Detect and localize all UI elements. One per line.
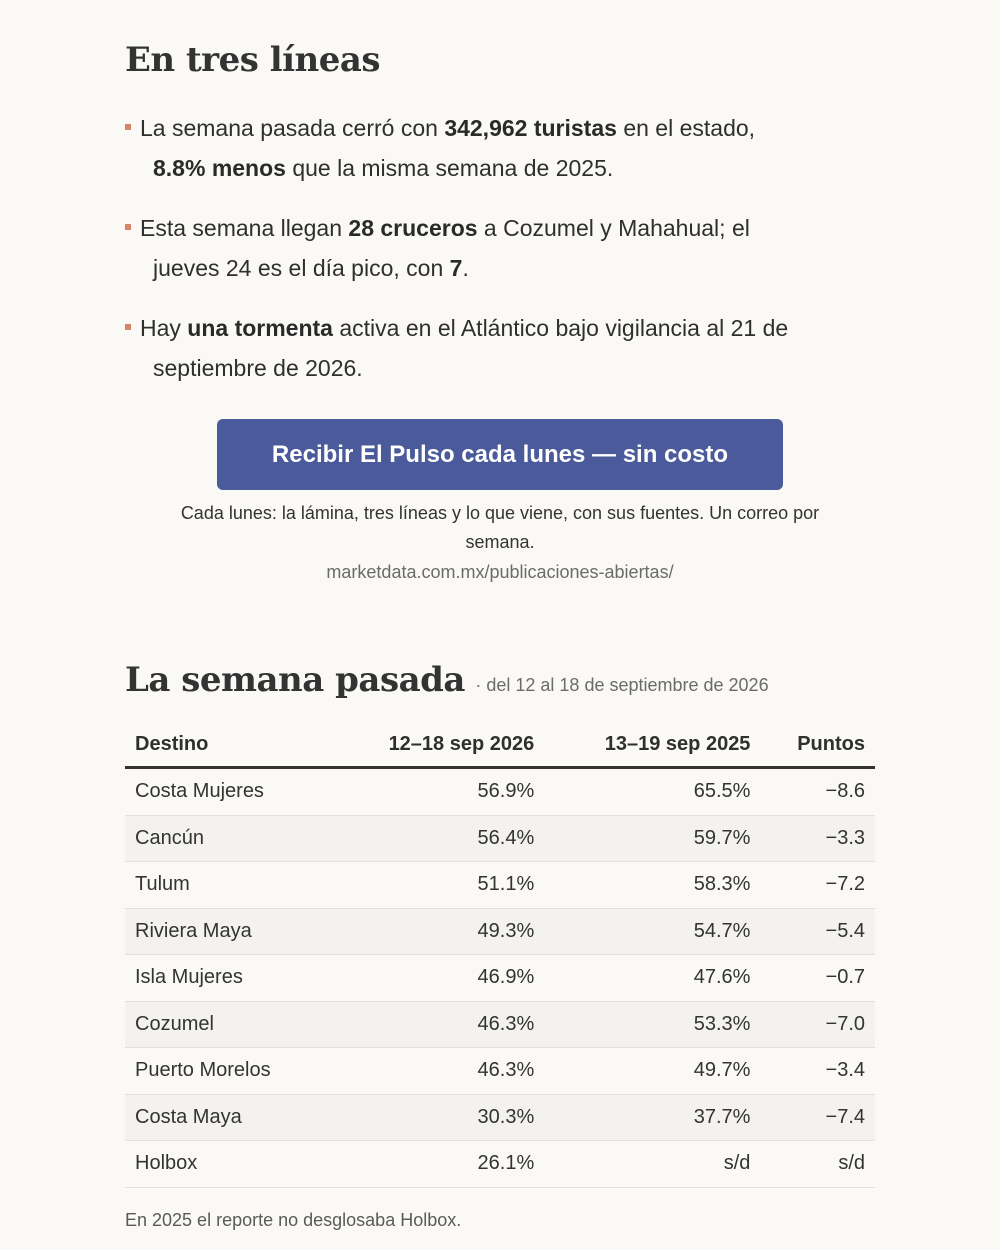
cell-2026: 49.3% <box>328 908 544 955</box>
table-row <box>125 908 875 955</box>
cell-puntos: −5.4 <box>760 908 875 955</box>
cell-2025: 47.6% <box>544 955 760 1002</box>
highlight-text: 342,962 turistas <box>444 115 617 141</box>
table-row <box>125 1001 875 1048</box>
cell-puntos: −0.7 <box>760 955 875 1002</box>
bullet-marker-icon <box>125 124 131 130</box>
cell-puntos: −3.3 <box>760 815 875 862</box>
cell-puntos: s/d <box>760 1141 875 1188</box>
line-text: a Cozumel y Mahahual; el <box>477 215 750 241</box>
cell-destino: Tulum <box>125 862 328 909</box>
summary-line <box>125 308 875 388</box>
cell-destino: Holbox <box>125 1141 328 1188</box>
line-text: jueves 24 es el día pico, con <box>153 255 450 281</box>
summary-line-text <box>153 148 875 188</box>
highlight-text: una tormenta <box>187 315 333 341</box>
cell-destino: Costa Maya <box>125 1094 328 1141</box>
cell-2026: 26.1% <box>328 1141 544 1188</box>
column-header-puntos: Puntos <box>760 722 875 768</box>
column-header-2026: 12–18 sep 2026 <box>328 722 544 768</box>
table-row <box>125 1141 875 1188</box>
summary-line-text <box>140 308 875 348</box>
line-text: que la misma semana de 2025. <box>285 155 614 181</box>
cell-2025: 59.7% <box>544 815 760 862</box>
subscribe-button[interactable]: Recibir El Pulso cada lunes — sin costo <box>217 419 783 490</box>
tres-lineas-heading: En tres líneas <box>125 40 381 80</box>
line-text: en el estado, <box>616 115 756 141</box>
table-body <box>125 768 875 1188</box>
semana-date-range: · del 12 al 18 de septiembre de 2026 <box>475 675 769 695</box>
bullet-marker-icon <box>125 224 131 230</box>
table-row <box>125 768 875 816</box>
subscribe-note: Cada lunes: la lámina, tres líneas y lo que viene, con sus fuentes. Un correo por semana. <box>180 503 820 552</box>
line-text: Hay <box>140 315 188 341</box>
bullet-marker-icon <box>125 324 131 330</box>
summary-line-text <box>140 108 875 148</box>
cell-destino: Puerto Morelos <box>125 1048 328 1095</box>
cell-2026: 46.9% <box>328 955 544 1002</box>
cell-puntos: −7.4 <box>760 1094 875 1141</box>
cell-destino: Isla Mujeres <box>125 955 328 1002</box>
cell-2026: 56.4% <box>328 815 544 862</box>
table-row <box>125 955 875 1002</box>
table-row <box>125 1094 875 1141</box>
table-row <box>125 862 875 909</box>
table-row <box>125 815 875 862</box>
line-text: septiembre de 2026. <box>153 355 363 381</box>
table-row <box>125 1048 875 1095</box>
cell-2025: 65.5% <box>544 768 760 816</box>
highlight-text: 7 <box>449 255 463 281</box>
cell-puntos: −8.6 <box>760 768 875 816</box>
cell-puntos: −7.2 <box>760 862 875 909</box>
summary-line-text <box>140 208 875 248</box>
cell-2026: 30.3% <box>328 1094 544 1141</box>
summary-line <box>125 108 875 188</box>
summary-line <box>125 208 875 288</box>
table-footnote: En 2025 el reporte no desglosaba Holbox. <box>125 1210 462 1230</box>
cell-2025: 58.3% <box>544 862 760 909</box>
occupancy-table <box>125 722 875 1188</box>
line-text: La semana pasada cerró con <box>140 115 445 141</box>
cell-2025: 49.7% <box>544 1048 760 1095</box>
cell-2025: 54.7% <box>544 908 760 955</box>
semana-heading: La semana pasada <box>125 660 465 700</box>
cell-puntos: −7.0 <box>760 1001 875 1048</box>
cell-puntos: −3.4 <box>760 1048 875 1095</box>
cell-destino: Costa Mujeres <box>125 768 328 816</box>
cell-2026: 46.3% <box>328 1001 544 1048</box>
summary-line-text <box>153 248 875 288</box>
cell-destino: Riviera Maya <box>125 908 328 955</box>
cell-destino: Cancún <box>125 815 328 862</box>
publications-link[interactable]: marketdata.com.mx/publicaciones-abiertas/ <box>326 562 674 582</box>
column-header-destino: Destino <box>125 722 328 768</box>
table-header-row <box>125 722 875 768</box>
highlight-text: 28 cruceros <box>348 215 478 241</box>
semana-header <box>125 660 769 700</box>
cell-2025: 37.7% <box>544 1094 760 1141</box>
cell-2026: 51.1% <box>328 862 544 909</box>
cell-destino: Cozumel <box>125 1001 328 1048</box>
line-text: activa en el Atlántico bajo vigilancia al 21 de <box>332 315 789 341</box>
line-text: Esta semana llegan <box>140 215 349 241</box>
summary-line-text <box>153 348 875 388</box>
cell-2026: 46.3% <box>328 1048 544 1095</box>
cell-2026: 56.9% <box>328 768 544 816</box>
tres-lineas-list <box>125 108 875 408</box>
cell-2025: 53.3% <box>544 1001 760 1048</box>
line-text: . <box>462 255 469 281</box>
column-header-2025: 13–19 sep 2025 <box>544 722 760 768</box>
highlight-text: 8.8% menos <box>153 155 286 181</box>
cell-2025: s/d <box>544 1141 760 1188</box>
